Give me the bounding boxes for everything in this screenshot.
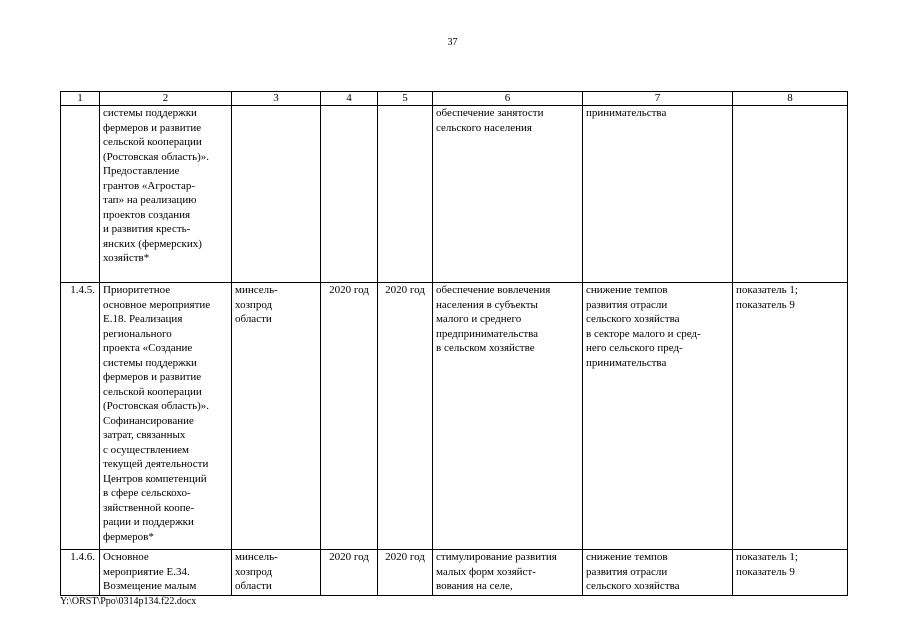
cell-number: 1.4.6. bbox=[61, 550, 100, 596]
cell-indicator: показатель 1; показатель 9 bbox=[733, 283, 848, 550]
cell-end bbox=[378, 106, 433, 283]
cell-name: Основное мероприятие Е.34. Возмещение малым bbox=[100, 550, 232, 596]
cell-indicator: показатель 1; показатель 9 bbox=[733, 550, 848, 596]
header-cell: 8 bbox=[733, 92, 848, 106]
cell-executor: минсель- хозпрод области bbox=[232, 283, 321, 550]
cell-number: 1.4.5. bbox=[61, 283, 100, 550]
header-cell: 5 bbox=[378, 92, 433, 106]
cell-end: 2020 год bbox=[378, 283, 433, 550]
cell-start: 2020 год bbox=[321, 283, 378, 550]
table-row bbox=[61, 283, 848, 550]
header-cell: 6 bbox=[433, 92, 583, 106]
cell-name: Приоритетное основное мероприятие Е.18. Реализация регионального проекта «Создание системы поддержки фермеров и развитие сельской кооперации (Ростовская область)». Софинансирование затрат, связанных с осуществлением текущей деятельности Центров компетенций в сфере сельскохо- зяйственной коопе- рации и поддержки фермеров* bbox=[100, 283, 232, 550]
header-cell: 3 bbox=[232, 92, 321, 106]
header-cell: 1 bbox=[61, 92, 100, 106]
cell-consequence: принимательства bbox=[583, 106, 733, 283]
table-row bbox=[61, 550, 848, 596]
cell-end: 2020 год bbox=[378, 550, 433, 596]
header-cell: 4 bbox=[321, 92, 378, 106]
page-number: 37 bbox=[447, 37, 458, 48]
cell-start: 2020 год bbox=[321, 550, 378, 596]
table-row bbox=[61, 106, 848, 283]
cell-executor: минсель- хозпрод области bbox=[232, 550, 321, 596]
measures-table bbox=[60, 91, 848, 596]
cell-indicator bbox=[733, 106, 848, 283]
cell-effect: стимулирование развития малых форм хозяйст- вования на селе, bbox=[433, 550, 583, 596]
cell-effect: обеспечение занятости сельского населения bbox=[433, 106, 583, 283]
header-cell: 7 bbox=[583, 92, 733, 106]
cell-effect: обеспечение вовлечения населения в субъекты малого и среднего предпринимательства в сельском хозяйстве bbox=[433, 283, 583, 550]
cell-number bbox=[61, 106, 100, 283]
header-cell: 2 bbox=[100, 92, 232, 106]
cell-consequence: снижение темпов развития отрасли сельского хозяйства bbox=[583, 550, 733, 596]
cell-consequence: снижение темпов развития отрасли сельского хозяйства в секторе малого и сред- него сельского пред- принимательства bbox=[583, 283, 733, 550]
cell-name: системы поддержки фермеров и развитие сельской кооперации (Ростовская область)». Предоставление грантов «Агростар- тап» на реализацию проектов создания и развития кресть- янских (фермерских) хозяйств* bbox=[100, 106, 232, 283]
cell-start bbox=[321, 106, 378, 283]
file-path-footer: Y:\ORST\Ppo\0314p134.f22.docx bbox=[60, 596, 197, 607]
cell-executor bbox=[232, 106, 321, 283]
header-row bbox=[61, 92, 848, 106]
